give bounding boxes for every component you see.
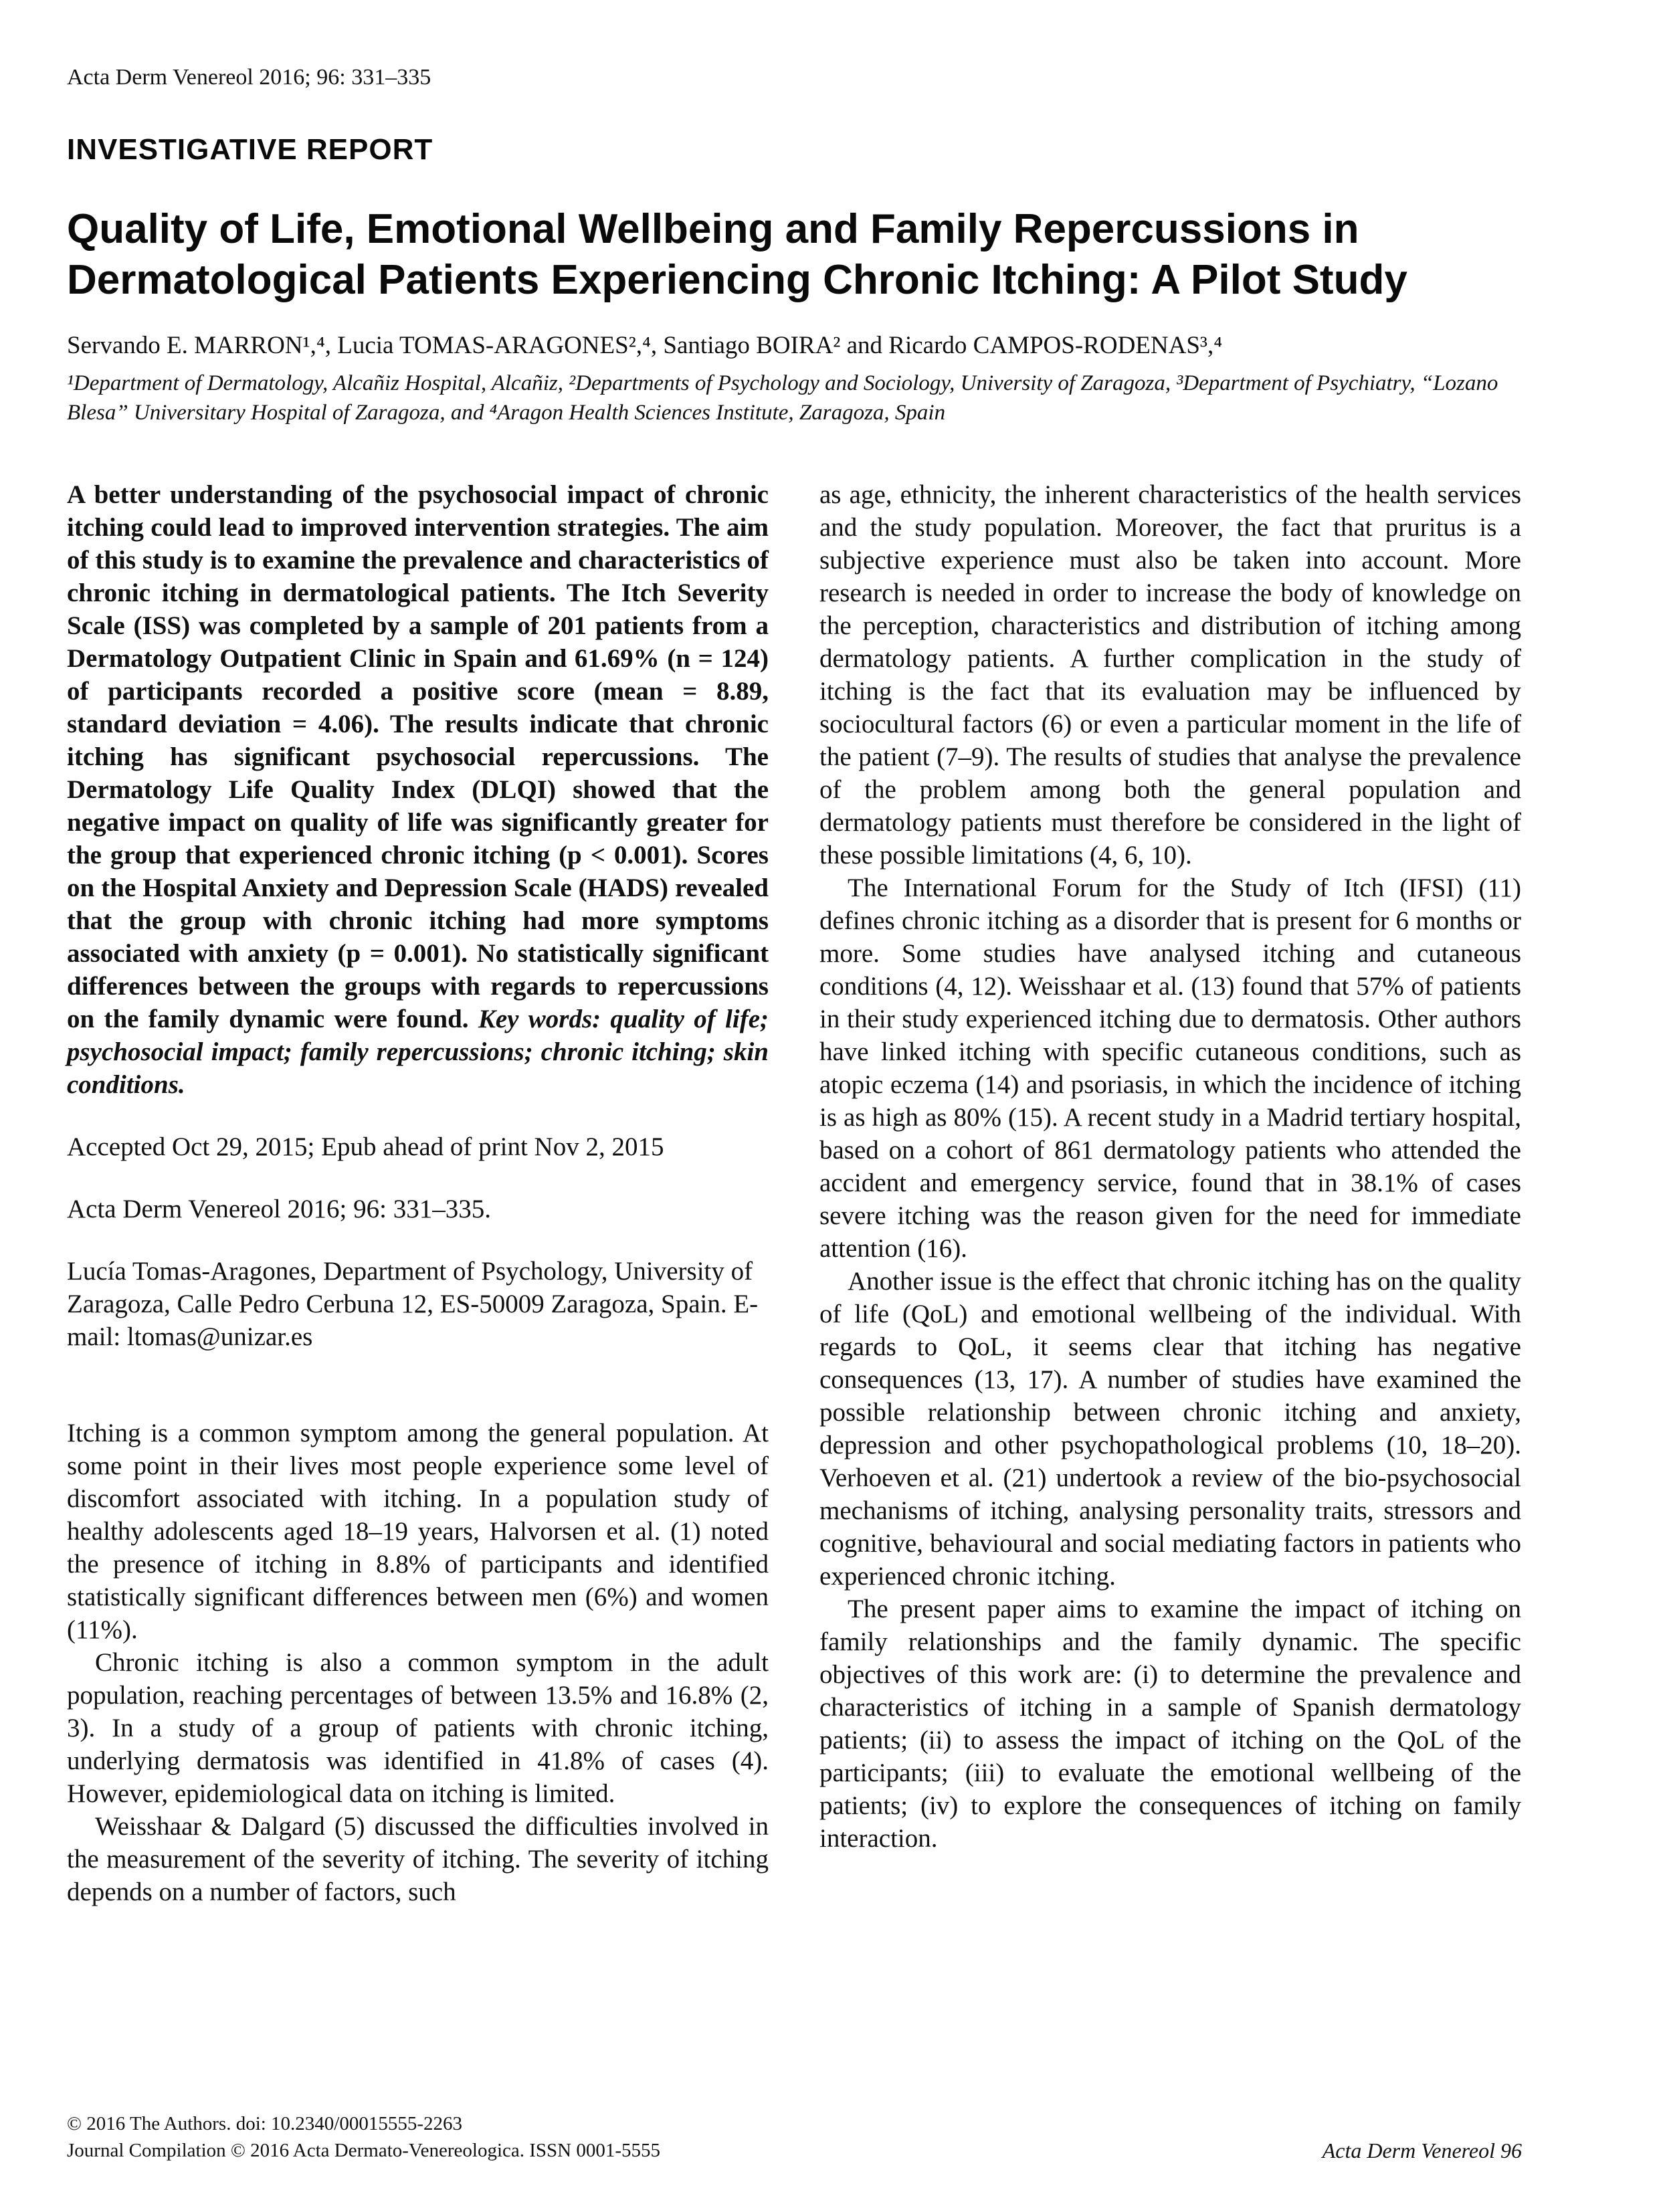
paper-title: Quality of Life, Emotional Wellbeing and Family Repercussions in Dermatological Patients Experiencing Chronic Itching: A Pilot Study — [67, 206, 1407, 303]
running-head: Acta Derm Venereol 2016; 96: 331–335 — [67, 65, 431, 90]
correspondence-block: Lucía Tomas-Aragones, Department of Psychology, University of Zaragoza, Calle Pedro Cerbuna 12, ES-50009 Zaragoza, Spain. E-mail: ltomas@unizar.es — [67, 1257, 759, 1351]
copyright-doi-line: © 2016 The Authors. doi: 10.2340/00015555-2263 — [67, 2113, 463, 2134]
body-paragraph: Chronic itching is also a common symptom in the adult population, reaching percentages of between 13.5% and 16.8% (2, 3). In a study of a group of patients with chronic itching, underlying dermatosis was identified in 41.8% of cases (4). However, epidemiological data on itching is limited. — [67, 1648, 769, 1808]
page-footer — [67, 2110, 1522, 2164]
left-column — [67, 478, 769, 1908]
journal-ref: Acta Derm Venereol 96 — [1322, 2138, 1522, 2163]
body-paragraph: The present paper aims to examine the impact of itching on family relationships and the family dynamic. The specific objectives of this work are: (i) to determine the prevalence and characteristics of itching in a sample of Spanish dermatology patients; (ii) to assess the impact of itching on the QoL of the participants; (iii) to evaluate the emotional wellbeing of the patients; (iv) to explore the consequences of itching on family interaction. — [819, 1595, 1521, 1853]
abstract-text: A better understanding of the psychosocial impact of chronic itching could lead to improved intervention strategies. The aim of this study is to examine the prevalence and characteristics of chronic itching in dermatological patients. The Itch Severity Scale (ISS) was completed by a sample of 201 patients from a Dermatology Outpatient Clinic in Spain and 61.69% (n = 124) of participants recorded a positive score (mean = 8.89, standard deviation = 4.06). The results indicate that chronic itching has significant psychosocial repercussions. The Dermatology Life Quality Index (DLQI) showed that the negative impact on quality of life was significantly greater for the group that experienced chronic itching (p < 0.001). Scores on the Hospital Anxiety and Depression Scale (HADS) revealed that the group with chronic itching had more symptoms associated with anxiety (p = 0.001). No statistically significant differences between the groups with regards to repercussions on the family dynamic were found. — [67, 480, 769, 1033]
right-paragraphs — [819, 478, 1521, 1855]
two-column-body — [67, 478, 1522, 1908]
body-paragraph: Weisshaar & Dalgard (5) discussed the difficulties involved in the measurement of the severity of itching. The severity of itching depends on a number of factors, such — [67, 1812, 769, 1906]
abstract-keywords: Key words: quality of life; psychosocial impact; family repercussions; chronic itching; skin conditions. — [67, 1005, 769, 1099]
issn-line: Journal Compilation © 2016 Acta Dermato-Venereologica. ISSN 0001-5555 — [67, 2140, 661, 2161]
abstract — [67, 478, 769, 1101]
affiliations-line: ¹Department of Dermatology, Alcañiz Hospital, Alcañiz, ²Departments of Psychology and Sociology, University of Zaragoza, ³Department of Psychiatry, “Lozano Blesa” Universitary Hospital of Zaragoza, and ⁴Aragon Health Sciences Institute, Zaragoza, Spain — [67, 371, 1498, 425]
body-paragraph: Another issue is the effect that chronic itching has on the quality of life (QoL) and emotional wellbeing of the individual. With regards to QoL, it seems clear that itching has negative consequences (13, 17). A number of studies have examined the possible relationship between chronic itching and anxiety, depression and other psychopathological problems (10, 18–20). Verhoeven et al. (21) undertook a review of the bio-psychosocial mechanisms of itching, analysing personality traits, stressors and cognitive, behavioural and social mediating factors in patients who experienced chronic itching. — [819, 1267, 1521, 1591]
body-paragraph: Itching is a common symptom among the general population. At some point in their lives most people experience some level of discomfort associated with itching. In a population study of healthy adolescents aged 18–19 years, Halvorsen et al. (1) noted the presence of itching in 8.8% of participants and identified statistically significant differences between men (6%) and women (11%). — [67, 1419, 769, 1644]
section-spacer — [67, 1353, 769, 1417]
intro-paragraphs — [67, 1417, 769, 1908]
body-paragraph: as age, ethnicity, the inherent characteristics of the health services and the study population. Moreover, the fact that pruritus is a subjective experience must also be taken into account. More research is needed in order to increase the body of knowledge on the perception, characteristics and distribution of itching among dermatology patients. A further complication in the study of itching is the fact that its evaluation may be influenced by sociocultural factors (6) or even a particular moment in the life of the patient (7–9). The results of studies that analyse the prevalence of the problem among both the general population and dermatology patients must therefore be considered in the light of these possible limitations (4, 6, 10). — [819, 480, 1521, 870]
citation-line: Acta Derm Venereol 2016; 96: 331–335. — [67, 1195, 491, 1223]
section-label: INVESTIGATIVE REPORT — [67, 133, 433, 166]
authors-line: Servando E. MARRON¹,⁴, Lucia TOMAS-ARAGONES²,⁴, Santiago BOIRA² and Ricardo CAMPOS-RODENAS³,⁴ — [67, 332, 1223, 359]
body-paragraph: The International Forum for the Study of Itch (IFSI) (11) defines chronic itching as a disorder that is present for 6 months or more. Some studies have analysed itching and cutaneous conditions (4, 12). Weisshaar et al. (13) found that 57% of patients in their study experienced itching due to dermatosis. Other authors have linked itching with specific cutaneous conditions, such as atopic eczema (14) and psoriasis, in which the incidence of itching is as high as 80% (15). A recent study in a Madrid tertiary hospital, based on a cohort of 861 dermatology patients who attended the accident and emergency service, found that in 38.1% of cases severe itching was the reason given for the need for immediate attention (16). — [819, 874, 1521, 1263]
footer-left — [67, 2110, 660, 2164]
right-column — [819, 478, 1521, 1908]
accepted-line: Accepted Oct 29, 2015; Epub ahead of print Nov 2, 2015 — [67, 1132, 664, 1161]
